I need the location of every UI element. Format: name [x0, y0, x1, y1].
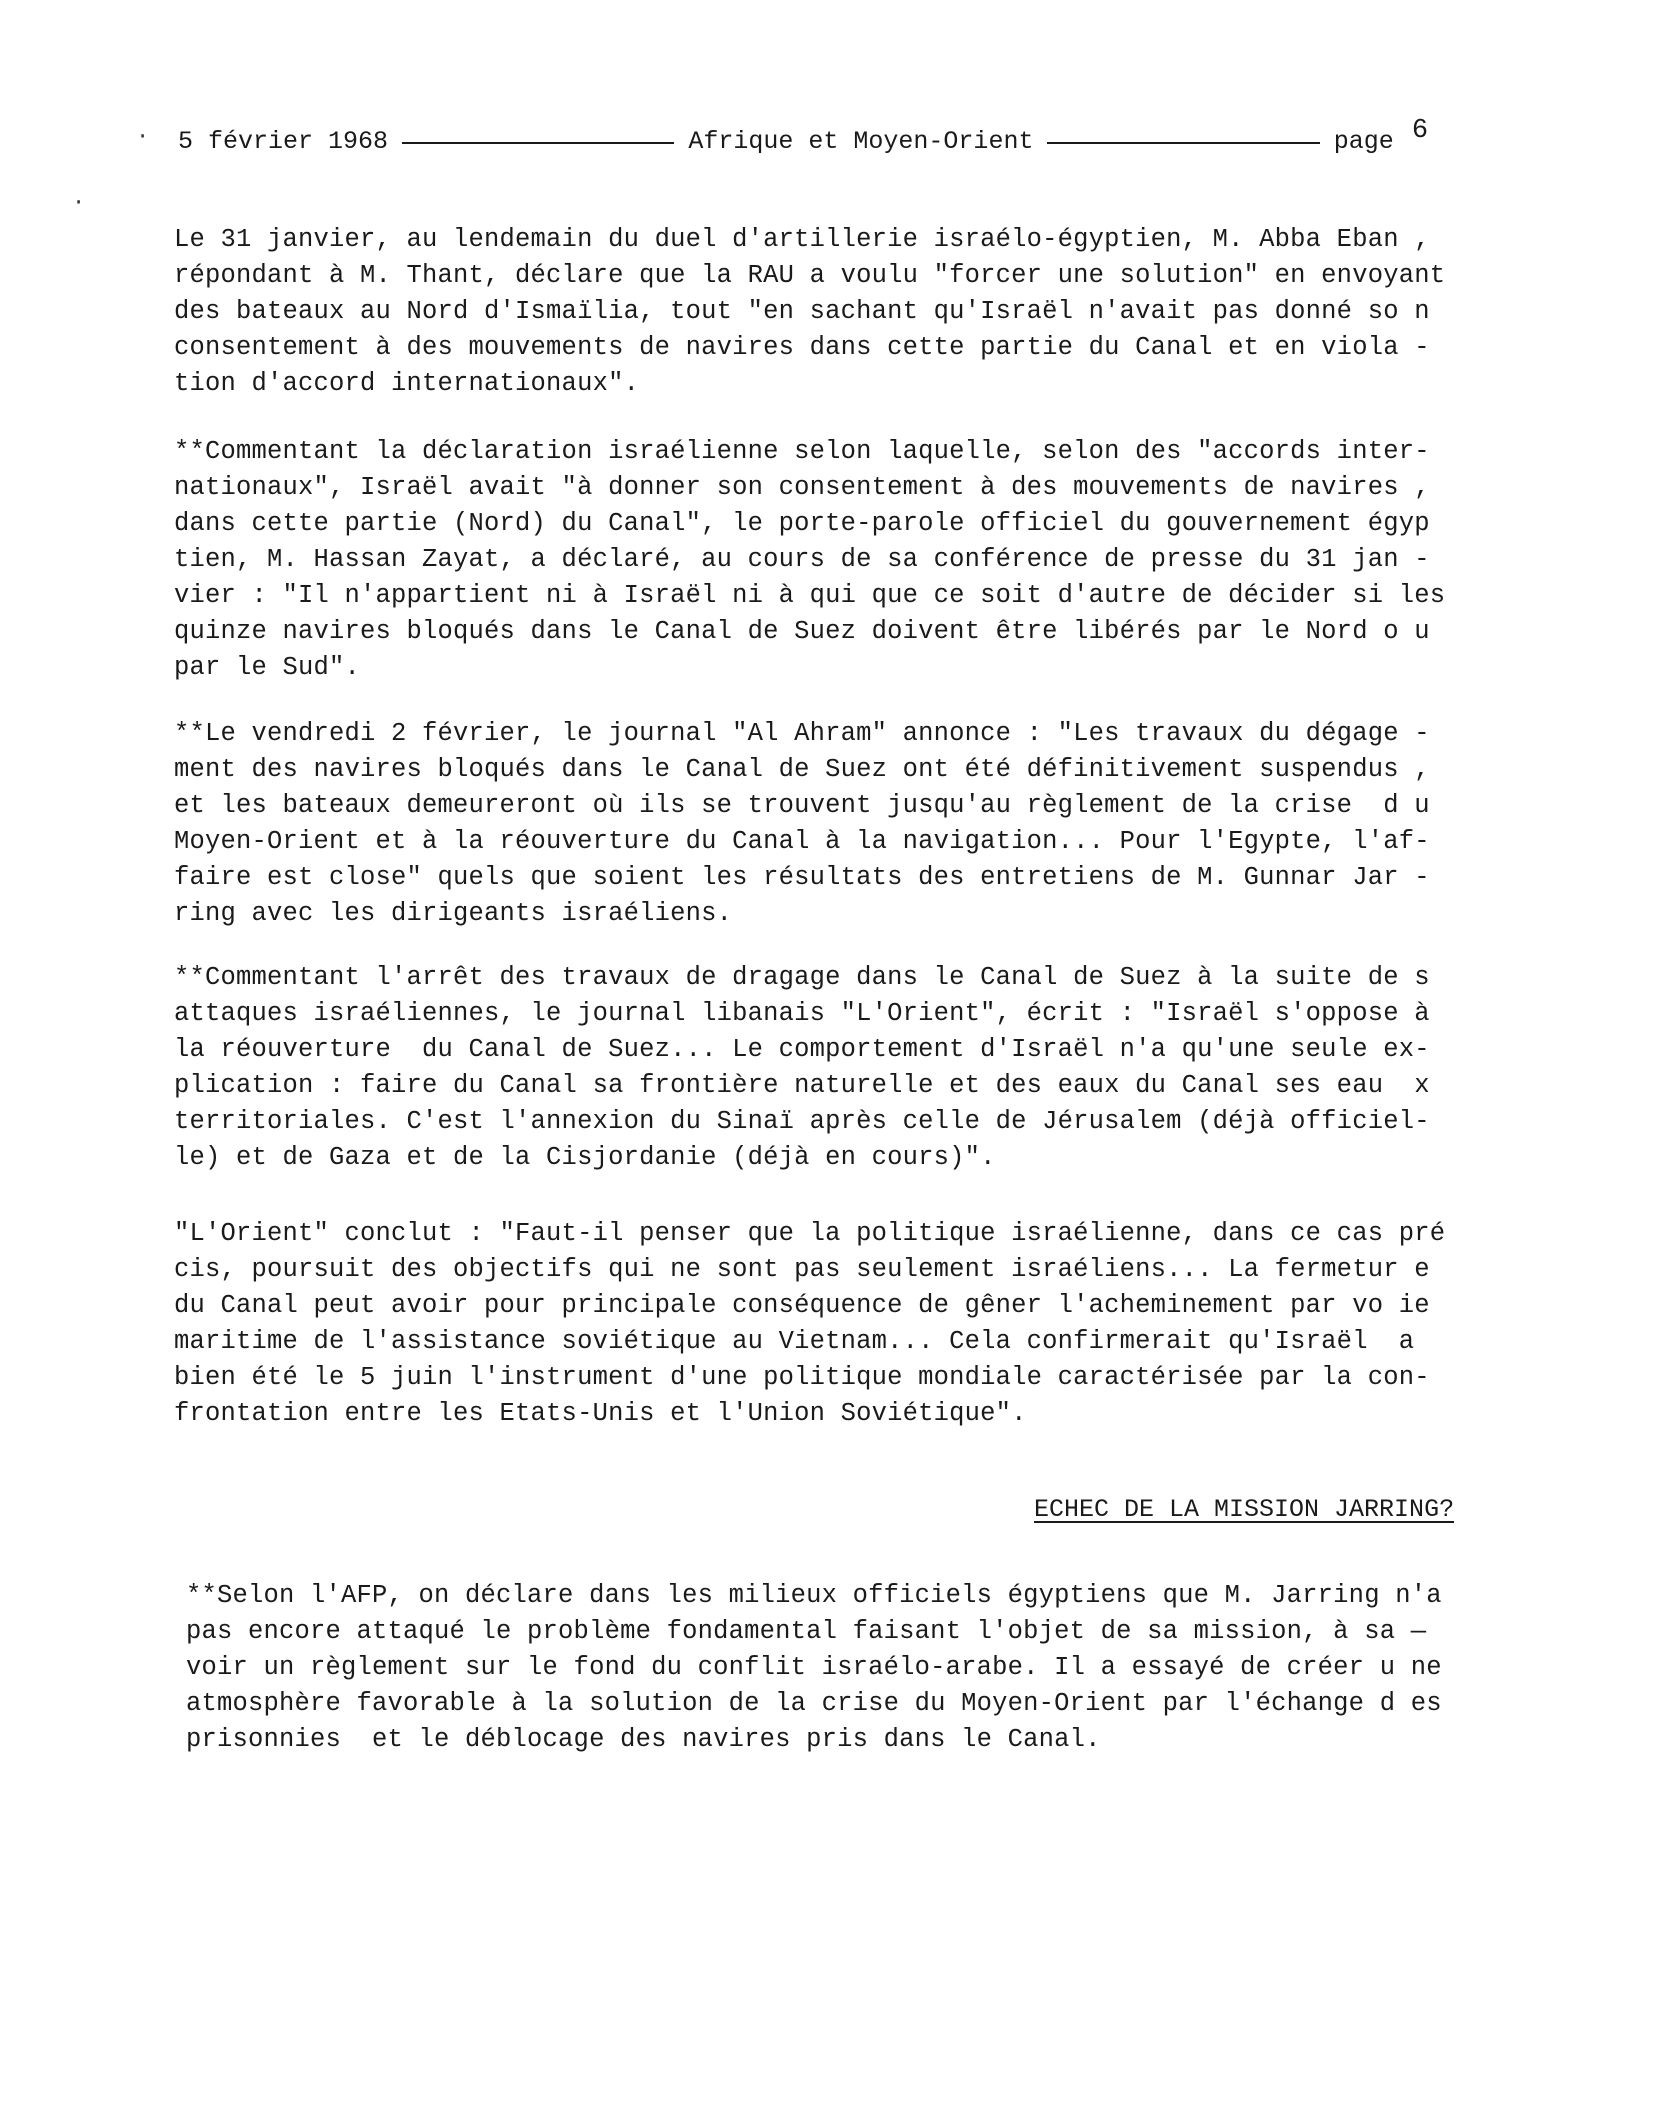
text-line: **Selon l'AFP, on déclare dans les milieux officiels égyptiens que M. Jarring n'a [186, 1581, 1442, 1610]
text-line: vier : "Il n'appartient ni à Israël ni à qui que ce soit d'autre de décider si les [174, 581, 1446, 610]
header-page-label: page [1333, 126, 1394, 156]
text-line: pas encore attaqué le problème fondamental faisant l'objet de sa mission, à sa — [186, 1617, 1427, 1646]
text-line: frontation entre les Etats-Unis et l'Union Soviétique". [174, 1399, 1027, 1428]
text-line: dans cette partie (Nord) du Canal", le porte-parole officiel du gouvernement égyp [174, 509, 1430, 538]
text-line: **Le vendredi 2 février, le journal "Al Ahram" annonce : "Les travaux du dégage - [174, 719, 1430, 748]
text-line: consentement à des mouvements de navires dans cette partie du Canal et en viola - [174, 333, 1430, 362]
text-line: et les bateaux demeureront où ils se trouvent jusqu'au règlement de la crise d u [174, 791, 1430, 820]
text-line: par le Sud". [174, 653, 361, 682]
text-line: le) et de Gaza et de la Cisjordanie (déjà en cours)". [174, 1143, 996, 1172]
text-line: voir un règlement sur le fond du conflit israélo-arabe. Il a essayé de créer u ne [186, 1653, 1442, 1682]
stray-dot: · [72, 190, 86, 215]
paragraph [174, 960, 1430, 1176]
text-line: plication : faire du Canal sa frontière naturelle et des eaux du Canal ses eau x [174, 1071, 1430, 1100]
header-date: 5 février 1968 [178, 126, 389, 156]
paragraph [186, 1578, 1442, 1758]
page-header [178, 116, 1428, 166]
section-heading: ECHEC DE LA MISSION JARRING? [1034, 1495, 1455, 1524]
text-line: **Commentant la déclaration israélienne selon laquelle, selon des "accords inter- [174, 437, 1430, 466]
text-line: tien, M. Hassan Zayat, a déclaré, au cours de sa conférence de presse du 31 jan - [174, 545, 1430, 574]
text-line: **Commentant l'arrêt des travaux de dragage dans le Canal de Suez à la suite de s [174, 963, 1430, 992]
header-rule [1047, 142, 1319, 144]
text-line: cis, poursuit des objectifs qui ne sont pas seulement israéliens... La fermetur e [174, 1255, 1430, 1284]
header-section: Afrique et Moyen-Orient [688, 126, 1034, 156]
text-line: ring avec les dirigeants israéliens. [174, 899, 733, 928]
text-line: maritime de l'assistance soviétique au Vietnam... Cela confirmerait qu'Israël a [174, 1327, 1415, 1356]
paragraph [174, 716, 1430, 932]
paragraph [174, 434, 1445, 686]
text-line: bien été le 5 juin l'instrument d'une politique mondiale caractérisée par la con- [174, 1363, 1430, 1392]
text-line: des bateaux au Nord d'Ismaïlia, tout "en sachant qu'Israël n'avait pas donné so n [174, 297, 1430, 326]
text-line: nationaux", Israël avait "à donner son consentement à des mouvements de navires , [174, 473, 1430, 502]
text-line: attaques israéliennes, le journal libanais "L'Orient", écrit : "Israël s'oppose à [174, 999, 1430, 1028]
text-line: Le 31 janvier, au lendemain du duel d'artillerie israélo-égyptien, M. Abba Eban , [174, 225, 1430, 254]
text-line: quinze navires bloqués dans le Canal de Suez doivent être libérés par le Nord o u [174, 617, 1430, 646]
text-line: ment des navires bloqués dans le Canal de Suez ont été définitivement suspendus , [174, 755, 1430, 784]
text-line: la réouverture du Canal de Suez... Le comportement d'Israël n'a qu'une seule ex- [174, 1035, 1430, 1064]
text-line: Moyen-Orient et à la réouverture du Canal à la navigation... Pour l'Egypte, l'af- [174, 827, 1430, 856]
stray-dot: · [136, 124, 150, 149]
header-page-number: 6 [1411, 116, 1429, 146]
text-line: "L'Orient" conclut : "Faut-il penser que la politique israélienne, dans ce cas pré [174, 1219, 1446, 1248]
text-line: atmosphère favorable à la solution de la crise du Moyen-Orient par l'échange d es [186, 1689, 1442, 1718]
text-line: répondant à M. Thant, déclare que la RAU a voulu "forcer une solution" en envoyant [174, 261, 1446, 290]
paragraph [174, 222, 1445, 402]
text-line: prisonnies et le déblocage des navires pris dans le Canal. [186, 1725, 1101, 1754]
text-line: tion d'accord internationaux". [174, 369, 640, 398]
header-rule [402, 142, 674, 144]
text-line: territoriales. C'est l'annexion du Sinaï après celle de Jérusalem (déjà officiel- [174, 1107, 1430, 1136]
paragraph [174, 1216, 1445, 1432]
text-line: du Canal peut avoir pour principale conséquence de gêner l'acheminement par vo ie [174, 1291, 1430, 1320]
text-line: faire est close" quels que soient les résultats des entretiens de M. Gunnar Jar - [174, 863, 1430, 892]
